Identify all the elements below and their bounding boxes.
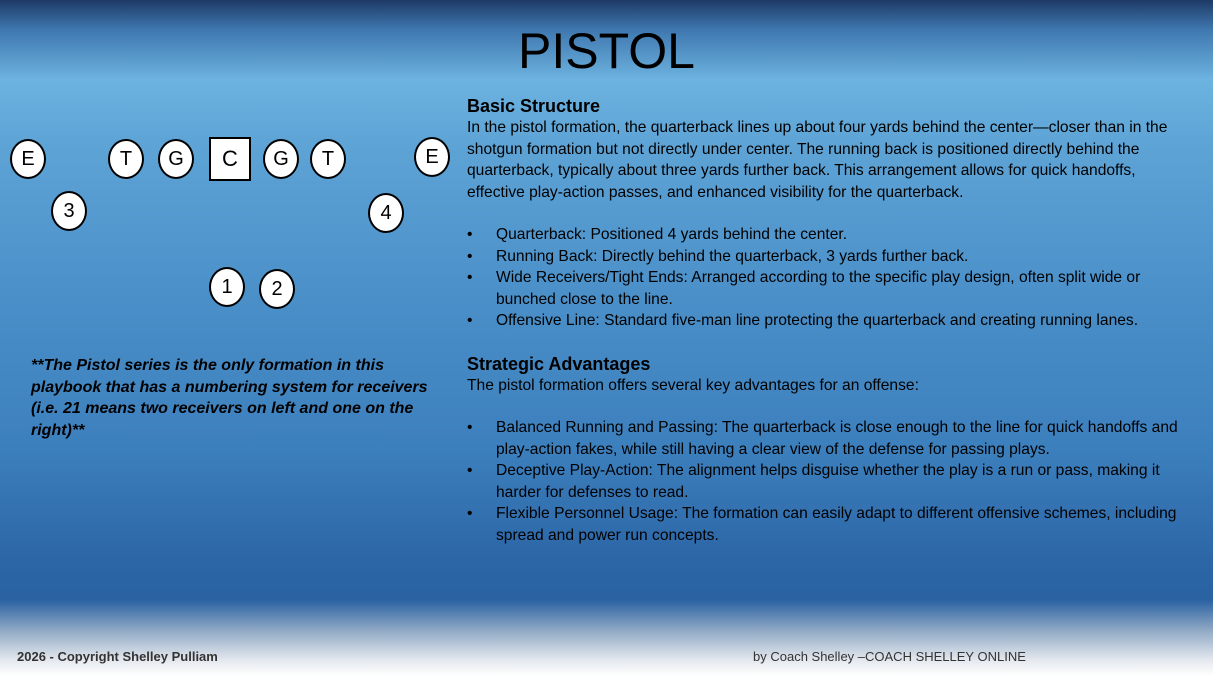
copyright-text: 2026 - Copyright Shelley Pulliam [17, 649, 218, 664]
page-title: PISTOL [518, 23, 695, 79]
strategic-advantages-paragraph: The pistol formation offers several key advantages for an offense: [467, 376, 919, 394]
basic-structure-paragraph: In the pistol formation, the quarterback lines up about four yards behind the center—closer than in the shotgun formation but not directly under center. The running back is positioned directly behind the quarterback, typically about three yards further back. This arrangement allows for quick handoffs, effective play-action passes, and enhanced visibility for the quarterback. [467, 119, 1168, 201]
list-item: • Wide Receivers/Tight Ends: Arranged according to the specific play design, often split wide or bunched close to the line. [467, 267, 1197, 310]
right-tackle-marker: T [310, 139, 346, 179]
strategic-advantages-heading: Strategic Advantages [467, 353, 651, 374]
center-marker: C [209, 137, 251, 181]
list-item: • Quarterback: Positioned 4 yards behind the center. [467, 224, 1197, 246]
list-item: • Flexible Personnel Usage: The formation can easily adapt to different offensive schemes, including spread and power run concepts. [467, 503, 1197, 546]
back-2-marker: 2 [259, 269, 295, 309]
back-1-marker: 1 [209, 267, 245, 307]
receiver-3-marker: 3 [51, 191, 87, 231]
right-guard-marker: G [263, 139, 299, 179]
left-tackle-marker: T [108, 139, 144, 179]
list-item: • Offensive Line: Standard five-man line protecting the quarterback and creating running lanes. [467, 310, 1197, 332]
byline-text: by Coach Shelley –COACH SHELLEY ONLINE [753, 649, 1026, 664]
left-end-marker: E [10, 139, 46, 179]
basic-structure-heading: Basic Structure [467, 96, 601, 116]
numbering-note: **The Pistol series is the only formation in this playbook that has a numbering system for receivers (i.e. 21 means two receivers on left and one on the right)** [31, 357, 428, 439]
list-item: • Balanced Running and Passing: The quarterback is close enough to the line for quick handoffs and play-action fakes, while still having a clear view of the defense for passing plays. [467, 417, 1197, 460]
receiver-4-marker: 4 [368, 193, 404, 233]
basic-structure-list [467, 224, 1197, 332]
list-item: • Deceptive Play-Action: The alignment helps disguise whether the play is a run or pass, making it harder for defenses to read. [467, 460, 1197, 503]
right-end-marker: E [414, 137, 450, 177]
list-item: • Running Back: Directly behind the quarterback, 3 yards further back. [467, 246, 1197, 268]
description [467, 95, 1197, 546]
left-guard-marker: G [158, 139, 194, 179]
strategic-advantages-list [467, 417, 1197, 546]
